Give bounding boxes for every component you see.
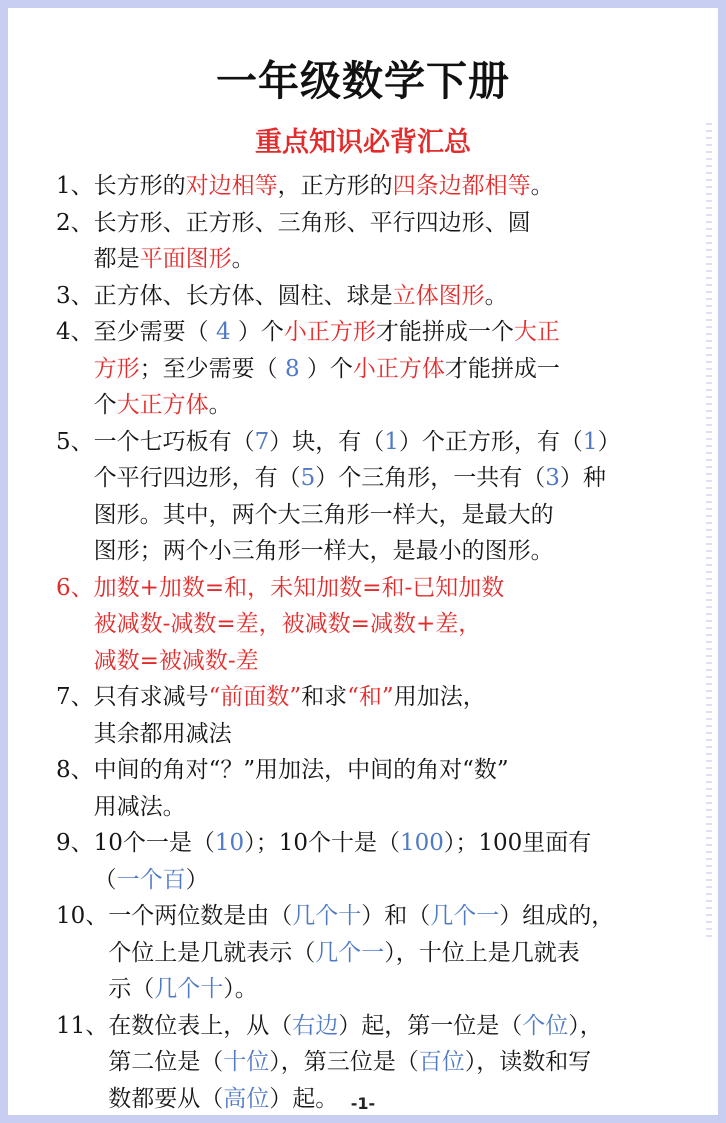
text-segment: 第二位是（ [108, 1049, 224, 1075]
list-item [56, 205, 696, 278]
text-segment: ）；100里面有 [443, 830, 592, 856]
text-segment: 都是 [93, 246, 140, 272]
text-segment: ）种 [559, 465, 606, 491]
item-number: 9、 [56, 830, 94, 856]
item-line [94, 424, 696, 461]
item-number: 1、 [56, 173, 94, 199]
item-line [94, 387, 696, 424]
text-segment: 个位上是几就表示（ [108, 939, 316, 966]
text-segment: 数都要从（ [108, 1085, 224, 1112]
item-line [94, 679, 696, 716]
answer-value: 4 [215, 319, 231, 345]
text-segment: ），十位上是几就表 [384, 939, 580, 966]
list-item [56, 314, 696, 424]
text-segment: 只有求减号 [93, 684, 209, 710]
text-segment: 图形；两个小三角形一样大，是最小的图形。 [93, 538, 554, 564]
key-term: 小正方体 [352, 355, 445, 382]
item-number: 11、 [56, 1012, 109, 1039]
text-segment: 被减数-减数=差，被减数=减数+差， [93, 611, 482, 637]
item-number: 6、 [56, 574, 94, 601]
item-line [94, 497, 696, 534]
list-item [56, 424, 696, 570]
text-segment: ）个 [230, 319, 284, 345]
item-line [94, 752, 696, 789]
text-segment: ）个正方形，有（ [398, 428, 583, 455]
item-line [94, 862, 696, 899]
answer-value: 8 [284, 355, 300, 382]
text-segment: 图形。其中，两个大三角形一样大，是最大的 [93, 501, 554, 528]
answer-value: 百位 [418, 1049, 465, 1075]
text-segment: 在数位表上，从（ [108, 1012, 293, 1039]
text-segment: 才能拼成一 [444, 355, 560, 382]
answer-value: 1 [384, 428, 399, 455]
key-term: 立体图形 [392, 282, 485, 309]
key-term: 方形 [93, 355, 140, 382]
answer-value: 个位 [522, 1012, 569, 1039]
item-line [94, 606, 696, 643]
text-segment: ） [185, 866, 209, 893]
text-segment: ）和（ [361, 903, 431, 929]
key-term: “和” [347, 684, 394, 710]
list-item [56, 679, 696, 752]
text-segment: 用减法。 [93, 793, 186, 820]
answer-value: 5 [300, 465, 316, 491]
list-item [56, 278, 696, 315]
text-segment: 个 [93, 392, 117, 418]
text-segment: ）个 [299, 355, 353, 382]
item-line [94, 825, 696, 862]
item-number: 4、 [56, 319, 94, 345]
item-line [94, 278, 696, 315]
text-segment: ），第三位是（ [269, 1049, 419, 1075]
text-segment: 长方形的 [93, 173, 186, 199]
item-line [108, 971, 696, 1008]
text-segment: ） [597, 428, 621, 455]
text-segment: 10个一是（ [93, 830, 215, 856]
key-term: 四条边都相等 [392, 173, 531, 199]
item-text [94, 570, 696, 680]
text-segment: 。 [530, 173, 554, 199]
item-text [94, 679, 696, 752]
list-item [56, 825, 696, 898]
item-text [94, 278, 696, 315]
answer-value: 7 [254, 428, 270, 455]
item-number: 2、 [56, 209, 94, 236]
text-segment: ，正方形的 [277, 173, 393, 199]
item-text [94, 314, 696, 424]
text-segment: ）组成的， [499, 903, 615, 929]
item-line [94, 314, 696, 351]
answer-value: 100 [399, 830, 444, 856]
item-line [108, 898, 696, 935]
text-segment: 。 [484, 282, 508, 309]
answer-value: 几个一 [315, 939, 385, 966]
key-term: “前面数” [208, 684, 302, 710]
text-segment: 。 [231, 246, 255, 272]
text-segment: 才能拼成一个 [375, 319, 514, 345]
key-term: 大正方体 [116, 392, 209, 418]
text-segment: 减数=被减数-差 [93, 647, 259, 674]
item-line [94, 716, 696, 753]
text-segment: 至少需要（ [93, 319, 216, 345]
item-line [108, 1044, 696, 1081]
text-segment: 一个两位数是由（ [108, 903, 293, 929]
item-line [94, 205, 696, 242]
text-segment: 长方形、正方形、三角形、平行四边形、圆 [93, 209, 531, 236]
item-text [108, 898, 696, 1008]
list-item [56, 570, 696, 680]
item-text [94, 205, 696, 278]
answer-value: 3 [545, 465, 560, 491]
text-segment: ；至少需要（ [139, 355, 285, 382]
item-number: 8、 [56, 757, 94, 783]
item-text [94, 424, 696, 570]
answer-value: 1 [582, 428, 598, 455]
item-line [94, 241, 696, 278]
item-line [94, 460, 696, 497]
list-item [56, 752, 696, 825]
text-segment: ）个三角形，一共有（ [315, 465, 546, 491]
page-subtitle: 重点知识必背汇总 [255, 127, 471, 158]
text-segment: 示（ [108, 976, 155, 1002]
key-term: 平面图形 [139, 246, 232, 272]
text-segment: ）块，有（ [269, 428, 385, 455]
answer-value: 10 [214, 830, 245, 856]
text-segment: 其余都用减法 [93, 720, 232, 747]
list-item [56, 168, 696, 205]
text-segment: ）起。 [269, 1085, 339, 1112]
item-line [94, 643, 696, 680]
list-item [56, 898, 696, 1008]
text-segment: 中间的角对“？”用加法，中间的角对“数” [93, 757, 509, 783]
item-line [94, 168, 696, 205]
text-segment: （ [93, 866, 117, 893]
item-number: 5、 [56, 428, 94, 455]
answer-value: 高位 [223, 1085, 270, 1112]
text-segment: 一个七巧板有（ [93, 428, 255, 455]
knowledge-list [56, 168, 696, 1115]
text-segment: 。 [208, 392, 232, 418]
text-segment: ）；10个十是（ [244, 830, 400, 856]
page-number: -1- [350, 1094, 376, 1113]
answer-value: 几个十 [154, 976, 224, 1002]
document-page [8, 8, 718, 1115]
item-line [108, 935, 696, 972]
item-line [108, 1008, 696, 1045]
text-segment: ），读数和写 [464, 1049, 592, 1075]
page-title: 一年级数学下册 [216, 57, 510, 105]
item-line [94, 789, 696, 826]
answer-value: 几个十 [292, 903, 362, 929]
key-term: 对边相等 [185, 173, 278, 199]
answer-value: 右边 [292, 1012, 339, 1039]
text-segment: 和求 [301, 684, 348, 710]
text-segment: ）， [568, 1012, 603, 1039]
text-segment: 加数+加数=和，未知加数=和-已知加数 [93, 574, 505, 601]
item-number: 10、 [56, 903, 109, 929]
item-number: 7、 [56, 684, 94, 710]
item-text [94, 825, 696, 898]
item-number: 3、 [56, 282, 94, 309]
item-line [94, 570, 696, 607]
text-segment: 个平行四边形，有（ [93, 465, 301, 491]
key-term: 大正 [513, 319, 560, 345]
text-segment: 正方体、长方体、圆柱、球是 [93, 282, 393, 309]
page-edge-decoration [706, 118, 712, 938]
key-term: 小正方形 [283, 319, 376, 345]
item-text [94, 752, 696, 825]
answer-value: 十位 [223, 1049, 270, 1075]
answer-value: 一个百 [116, 866, 186, 893]
item-text [94, 168, 696, 205]
text-segment: ）。 [223, 976, 258, 1002]
text-segment: ）起，第一位是（ [338, 1012, 523, 1039]
item-line [94, 533, 696, 570]
text-segment: 用加法， [393, 684, 486, 710]
item-line [94, 351, 696, 388]
answer-value: 几个一 [430, 903, 500, 929]
